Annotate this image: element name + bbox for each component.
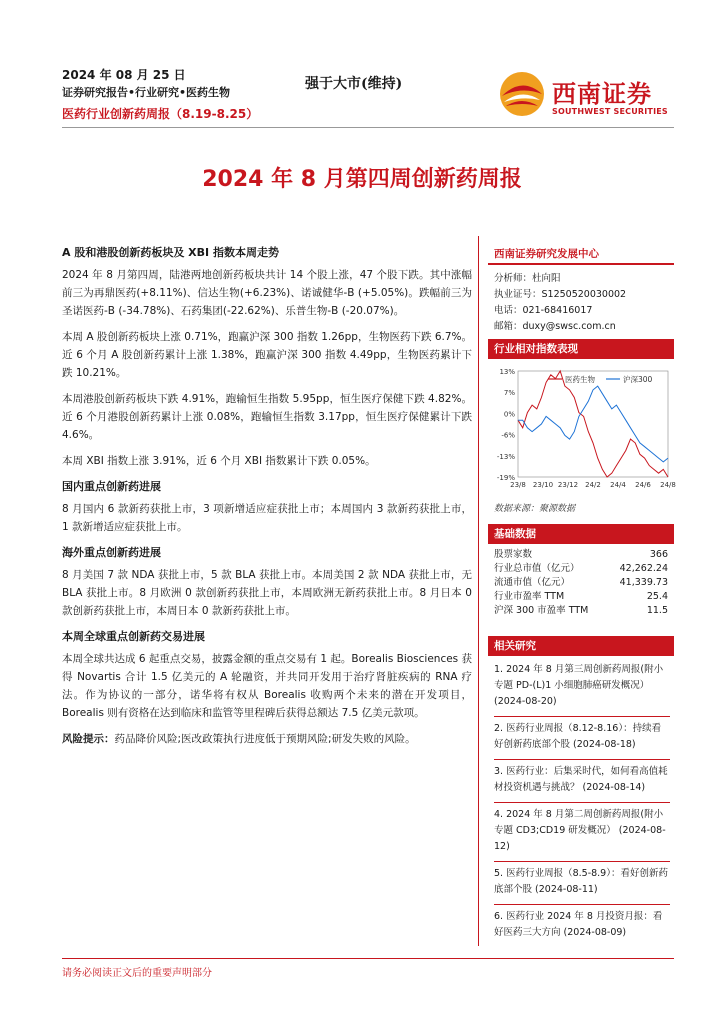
x-tick-label: 23/12 (557, 481, 579, 489)
report-type: 证券研究报告•行业研究•医药生物 (62, 86, 231, 99)
report-date: 2024 年 08 月 25 日 (62, 68, 186, 82)
logo-text-en: SOUTHWEST SECURITIES (552, 107, 668, 116)
section-heading: 国内重点创新药进展 (62, 480, 161, 493)
x-tick-label: 23/10 (532, 481, 554, 489)
column-divider (478, 236, 479, 946)
basic-data-table (488, 548, 674, 618)
performance-chart-svg (488, 359, 674, 499)
related-item[interactable]: 2. 医药行业周报（8.12-8.16）：持续看好创新药底部个股 (2024-08-18) (494, 723, 662, 750)
divider (494, 759, 670, 760)
footer-disclaimer: 请务必阅读正文后的重要声明部分 (62, 968, 212, 979)
analyst-name: 分析师：杜向阳 (494, 273, 561, 284)
paragraph: 本周港股创新药板块下跌 4.91%，跑输恒生指数 5.95pp，恒生医疗保健下跌 4.82%。近 6 个月港股创新药累计上涨 0.08%，跑输恒生指数 3.17pp，恒生医疗保健累计下跌 4.6%。 (62, 393, 472, 441)
y-tick-label: 7% (503, 389, 515, 398)
section-deals (62, 628, 472, 722)
divider (494, 802, 670, 803)
related-item[interactable]: 5. 医药行业周报（8.5-8.9）：看好创新药底部个股 (2024-08-11) (494, 868, 668, 895)
row-label: 行业市盈率 TTM (494, 591, 565, 602)
row-value: 41,339.73 (619, 577, 668, 588)
legend-label: 医药生物 (565, 375, 595, 384)
report-series: 医药行业创新药周报（8.19-8.25） (62, 107, 259, 121)
y-tick-label: -6% (501, 431, 515, 440)
section-heading: 海外重点创新药进展 (62, 546, 161, 559)
footer-divider (62, 958, 674, 959)
section-heading: A 股和港股创新药板块及 XBI 指数本周走势 (62, 246, 279, 259)
related-research-title: 相关研究 (488, 636, 674, 656)
analyst-info (488, 265, 674, 339)
x-tick-label: 23/8 (510, 481, 526, 489)
section-overseas (62, 544, 472, 620)
risk-warning (62, 730, 472, 748)
series-line-1 (518, 386, 668, 462)
row-value: 366 (649, 549, 668, 560)
paragraph: 本周 XBI 指数上涨 3.91%，近 6 个月 XBI 指数累计下跌 0.05%。 (62, 455, 376, 467)
analyst-phone: 电话：021-68416017 (494, 305, 593, 316)
table-row (488, 562, 674, 576)
y-tick-label: 13% (499, 368, 515, 376)
x-tick-label: 24/6 (635, 481, 651, 489)
performance-title: 行业相对指数表现 (488, 339, 674, 359)
row-label: 行业总市值（亿元） (494, 563, 580, 574)
legend-label: 沪深300 (623, 375, 653, 384)
related-item[interactable]: 3. 医药行业：后集采时代，如何看高值耗材投资机遇与挑战？ (2024-08-14) (494, 766, 668, 793)
paragraph: 8 月美国 7 款 NDA 获批上市，5 款 BLA 获批上市。本周美国 2 款 NDA 获批上市，无 BLA 获批上市。8 月欧洲 0 款创新药获批上市，本周欧洲无新药获批上市。8 月日本 0 款创新药获批上市，本周日本 0 款新药获批上市。 (62, 569, 472, 617)
main-content (62, 244, 472, 756)
row-value: 11.5 (646, 605, 668, 616)
table-row (488, 576, 674, 590)
divider (494, 904, 670, 905)
table-row (488, 590, 674, 604)
row-value: 25.4 (646, 591, 668, 602)
row-label: 沪深 300 市盈率 TTM (494, 605, 589, 616)
y-tick-label: 0% (503, 410, 515, 419)
series-line-0 (518, 371, 668, 477)
table-row (488, 604, 674, 618)
related-item[interactable]: 4. 2024 年 8 月第二周创新药周报(附小专题 CD3;CD19 研发概况） (2024-08-12) (494, 809, 666, 852)
risk-label: 风险提示： (62, 733, 115, 745)
x-tick-label: 24/4 (610, 481, 626, 489)
related-item[interactable]: 1. 2024 年 8 月第三周创新药周报(附小专题 PD-(L)1 小细胞肺癌研发概况） (2024-08-20) (494, 664, 664, 707)
section-domestic (62, 478, 472, 536)
analyst-license: 执业证号：S1250520030002 (494, 289, 627, 300)
related-research-list (488, 656, 674, 941)
chart-frame (518, 371, 668, 477)
y-tick-label: -19% (496, 474, 515, 482)
table-row (488, 548, 674, 562)
analyst-email[interactable]: 邮箱：duxy@swsc.com.cn (494, 321, 616, 332)
logo-text: 西南证券 (552, 79, 652, 108)
divider (494, 716, 670, 717)
related-item[interactable]: 6. 医药行业 2024 年 8 月投资月报：看好医药三大方向 (2024-08-09) (494, 911, 663, 938)
paragraph: 2024 年 8 月第四周，陆港两地创新药板块共计 14 个股上涨，47 个股下跌。其中涨幅前三为再鼎医药(+8.11%)、信达生物(+6.23%)、诺诚健华-B (+5.05%)。跌幅前三为圣诺医药-B (-34.78%)、石药集团(-22.62%)、乐普生物-B (-20.07%)。 (62, 269, 472, 317)
sidebar (488, 244, 674, 947)
research-center-title: 西南证券研究发展中心 (488, 244, 674, 265)
basic-data-title: 基础数据 (488, 524, 674, 544)
x-tick-label: 24/2 (585, 481, 601, 489)
performance-chart (488, 359, 674, 499)
risk-text: 药品降价风险;医改政策执行进度低于预期风险;研发失败的风险。 (114, 733, 416, 745)
header-divider (62, 127, 674, 128)
row-label: 股票家数 (494, 549, 533, 560)
x-tick-label: 24/8 (660, 481, 676, 489)
y-tick-label: -13% (496, 452, 515, 461)
data-source: 数据来源：聚源数据 (494, 504, 576, 514)
page-title: 2024 年 8 月第四周创新药周报 (202, 167, 522, 192)
company-logo-icon (494, 66, 550, 122)
rating: 强于大市(维持) (305, 76, 403, 92)
paragraph: 8 月国内 6 款新药获批上市，3 项新增适应症获批上市；本周国内 3 款新药获批上市，1 款新增适应症获批上市。 (62, 503, 472, 533)
section-market (62, 244, 472, 470)
paragraph: 本周全球共达成 6 起重点交易，披露金额的重点交易有 1 起。Borealis Biosciences 获得 Novartis 合计 1.5 亿美元的 A 轮融资，并共同开发用于治疗肾脏疾病的 RNA 疗法。作为协议的一部分，诺华将有权从 Borealis 收购两个未来的潜在开发项目，Borealis 则有资格在达到临床和监管等里程碑后获得总额达 7.5 亿美元款项。 (62, 653, 472, 719)
paragraph: 本周 A 股创新药板块上涨 0.71%，跑赢沪深 300 指数 1.26pp，生物医药下跌 6.7%。近 6 个月 A 股创新药累计上涨 1.38%，跑赢沪深 300 指数 4.49pp，生物医药累计下跌 10.21%。 (62, 331, 472, 379)
row-label: 流通市值（亿元） (494, 577, 571, 588)
row-value: 42,262.24 (619, 563, 668, 574)
section-heading: 本周全球重点创新药交易进展 (62, 630, 205, 643)
divider (494, 861, 670, 862)
